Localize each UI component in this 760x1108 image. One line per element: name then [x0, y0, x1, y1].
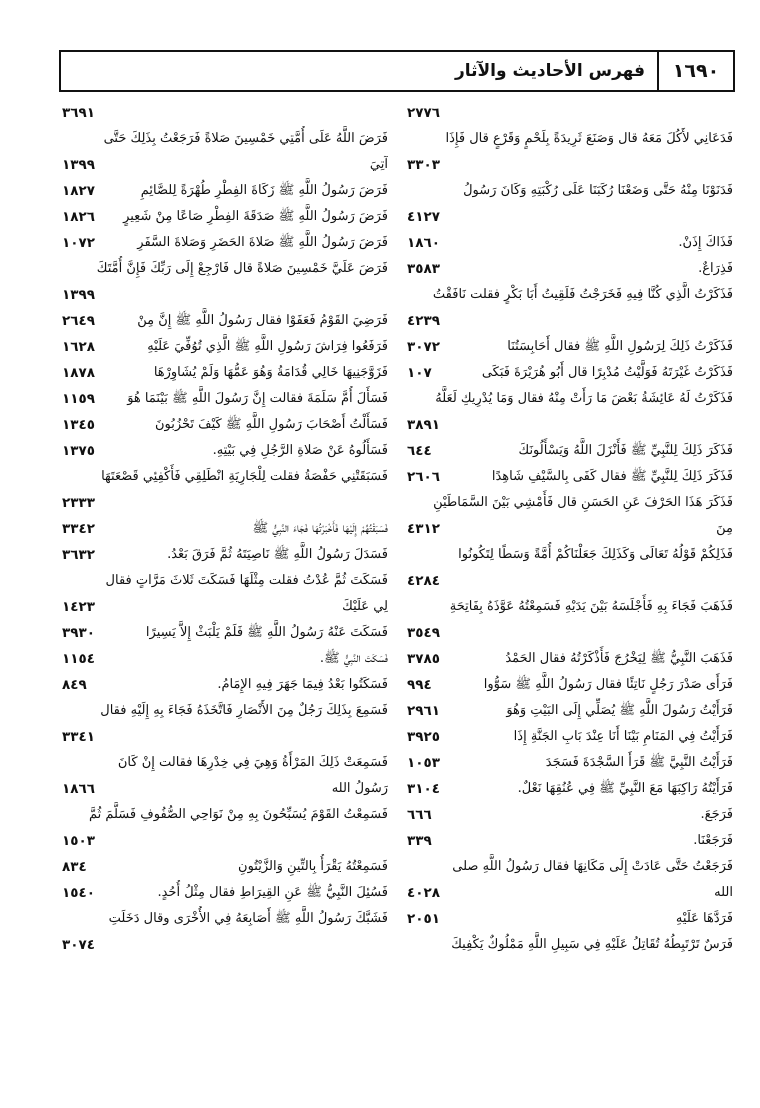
hadith-number: ٣٦٣٢	[62, 547, 95, 563]
hadith-number: ٩٩٤	[407, 677, 432, 693]
hadith-text: فَرَفَعُوا فِرَاشَ رَسُولِ اللَّهِ ﷺ الَّذِي تُوُفِّيَ عَلَيْهِ	[147, 339, 388, 354]
index-line	[407, 334, 733, 360]
hadith-number: ٣٥٤٩	[407, 625, 440, 641]
index-line	[407, 178, 733, 204]
index-line	[407, 256, 733, 282]
hadith-text: فَشَبَّكَ رَسُولُ اللَّهِ ﷺ أَصَابِعَهُ فِي الأُخْرَى وقال دَخَلَتِ	[108, 911, 388, 926]
index-line	[62, 412, 388, 438]
hadith-text: فَرَضَ اللَّهُ عَلَى أُمَّتِي خَمْسِينَ صَلاةً فَرَجَعْتُ بِذَلِكَ حَتَّى	[103, 131, 388, 146]
index-line	[407, 230, 733, 256]
hadith-text: فَذَكَرَ ذَلِكَ لِلنَّبِيِّ ﷺ فَأَنْزَلَ اللَّهُ وَيَسْأَلُونَكَ	[518, 443, 733, 458]
hadith-text: فَسَمِعَ بِذَلِكَ رَجُلٌ مِنَ الأَنْصَارِ فَاتَّخَذَهُ فَجَاءَ بِهِ إِلَيْهِ فقال	[100, 703, 388, 718]
index-line	[62, 256, 388, 282]
index-line	[407, 464, 733, 490]
hadith-number: ٢٠٥١	[407, 911, 440, 927]
index-line	[407, 490, 733, 516]
index-line	[407, 620, 733, 646]
index-line	[62, 516, 388, 542]
hadith-number: ١٦٢٨	[62, 339, 95, 355]
index-line	[62, 178, 388, 204]
index-line	[62, 100, 388, 126]
hadith-text: فَرَضَ رَسُولُ اللَّهِ ﷺ زَكَاةَ الفِطْرِ طُهْرَةً لِلصَّائِمِ	[140, 183, 388, 198]
hadith-number: ٣٣٤٢	[62, 521, 95, 537]
hadith-number: ١٣٧٥	[62, 443, 95, 459]
index-line	[407, 724, 733, 750]
hadith-number: ٣٧٨٥	[407, 651, 440, 667]
index-line	[407, 594, 733, 620]
hadith-number: ١١٥٩	[62, 391, 95, 407]
hadith-text: فَرَجَعَ.	[700, 807, 733, 822]
hadith-number: ٦٦٦	[407, 807, 432, 823]
hadith-text: فَرَسٌ تَرْتَبِطُهُ تُقَاتِلُ عَلَيْهِ فِي سَبِيلِ اللَّهِ مَمْلُوكٌ يَكْفِيكَ	[451, 937, 733, 952]
hadith-text: فَرَجَعْنَا.	[693, 833, 733, 848]
index-line	[407, 386, 733, 412]
hadith-number: ٣٠٧٢	[407, 339, 440, 355]
hadith-text: فَذَكَرْتُ لَهُ عَائِشَةُ بَعْضَ مَا رَأَتْ مِنْهُ فقال وَمَا يُدْرِيكِ لَعَلَّهُ	[435, 391, 733, 406]
hadith-number: ٣٦٩١	[62, 105, 95, 121]
hadith-text: فَدَعَانِي لأَكُلَ مَعَهُ قال وَصَنَعَ ثَرِيدَةً بِلَحْمٍ وَقَرْعٍ قال فَإِذَا	[445, 131, 733, 146]
hadith-text: فَرَدَّهَا عَلَيْهِ	[675, 911, 733, 926]
index-line	[407, 152, 733, 178]
hadith-text: فَسَمِعْتُهُ يَقْرَأُ بِالتِّينِ وَالزَّيْتُونِ	[238, 859, 388, 874]
index-line	[62, 906, 388, 932]
hadith-text: الله	[714, 885, 733, 900]
hadith-text: فَسَمِعْتُ القَوْمَ يُسَبِّحُونَ بِهِ مِنْ نَوَاحِي الصُّفُوفِ فَسَلَّمَ ثُمَّ	[88, 807, 388, 822]
index-line	[407, 828, 733, 854]
hadith-text: فَذَكَرْتُ الَّذِي كُنَّا فِيهِ فَخَرَجْتُ فَلَقِيتُ أَبَا بَكْرٍ فقلت نَافَقْتُ	[432, 287, 733, 302]
index-line	[62, 854, 388, 880]
hadith-number: ٤١٢٧	[407, 209, 440, 225]
index-line	[407, 646, 733, 672]
hadith-text: فَرَجَعْتُ حَتَّى عَادَتْ إِلَى مَكَانِهَا فقال رَسُولُ اللَّهِ صلى	[452, 859, 733, 874]
hadith-text: فَسَمِعَتْ ذَلِكَ المَرْأَةُ وَهِيَ فِي خِدْرِهَا فقالت إِنْ كَانَ	[117, 755, 388, 770]
hadith-number: ٣٣٠٣	[407, 157, 440, 173]
hadith-text: فَذَهَبَ فَجَاءَ بِهِ فَأَجْلَسَهُ بَيْنَ يَدَيْهِ فَسَمِعْتُهُ عَوَّذَهُ بِفَاتِحَةِ	[449, 599, 733, 614]
hadith-number: ١٥٠٣	[62, 833, 95, 849]
index-line	[62, 438, 388, 464]
hadith-number: ٢٦٤٩	[62, 313, 95, 329]
hadith-text: رَسُولُ الله	[331, 781, 388, 796]
hadith-text: فَسَكَتَ النَّبِيُّ ﷺ.	[319, 651, 388, 666]
index-line	[407, 568, 733, 594]
index-line	[62, 880, 388, 906]
index-line	[407, 516, 733, 542]
index-line	[62, 152, 388, 178]
hadith-text: فَذِرَاعٌ.	[698, 261, 733, 276]
right-column	[407, 100, 733, 958]
index-line	[62, 594, 388, 620]
index-line	[62, 204, 388, 230]
index-line	[407, 360, 733, 386]
hadith-text: فَدَنَوْنَا مِنْهُ حَتَّى وَضَعْنَا رُكَبَنَا عَلَى رُكْبَتِهِ وَكَانَ رَسُولُ	[463, 183, 733, 198]
index-line	[407, 776, 733, 802]
hadith-number: ٢٩٦١	[407, 703, 440, 719]
index-line	[407, 802, 733, 828]
hadith-number: ١٨٢٦	[62, 209, 95, 225]
hadith-number: ٣٨٩١	[407, 417, 440, 433]
index-line	[62, 672, 388, 698]
index-line	[407, 438, 733, 464]
hadith-text: فَرَأَى صَدْرَ رَجُلٍ نَاتِئًا فقال رَسُولُ اللَّهِ ﷺ سَوُّوا	[483, 677, 733, 692]
index-line	[407, 698, 733, 724]
hadith-text: فَسَكَتَ عَنْهُ رَسُولُ اللَّهِ ﷺ فَلَمْ يَلْبَثْ إِلاَّ يَسِيرًا	[145, 625, 388, 640]
hadith-text: فَذَاكَ إِذَنْ.	[678, 235, 733, 250]
hadith-text: فَذَكَرَ ذَلِكَ لِلنَّبِيِّ ﷺ فقال كَفَى بِالسَّيْفِ شَاهِدًا	[491, 469, 733, 484]
hadith-text: فَسَأَلْتُ أَصْحَابَ رَسُولِ اللَّهِ ﷺ كَيْفَ تَحْزُبُونَ	[154, 417, 388, 432]
hadith-number: ٢٧٧٦	[407, 105, 440, 121]
hadith-number: ١١٥٤	[62, 651, 95, 667]
hadith-text: فَسَأَلُوهُ عَنْ صَلاةِ الرَّجُلِ فِي بَيْتِهِ.	[212, 443, 388, 458]
hadith-text: فَرَضِيَ القَوْمُ فَعَفَوْا فقال رَسُولُ اللَّهِ ﷺ إِنَّ مِنْ	[137, 313, 388, 328]
hadith-number: ٣٣٩	[407, 833, 432, 849]
hadith-number: ٣٠٧٤	[62, 937, 95, 953]
index-line	[62, 334, 388, 360]
hadith-number: ٦٤٤	[407, 443, 432, 459]
index-line	[407, 100, 733, 126]
index-line	[407, 880, 733, 906]
hadith-text: فَسُئِلَ النَّبِيُّ ﷺ عَنِ القِيرَاطِ فقال مِثْلُ أُحُدٍ.	[157, 885, 388, 900]
hadith-text: فَذَكَرَ هَذَا الحَرْفَ عَنِ الحَسَنِ قال فَأَمْشِي بَيْنَ السَّمَاطَيْنِ	[433, 495, 733, 510]
index-line	[407, 932, 733, 958]
index-line	[62, 802, 388, 828]
hadith-number: ١٣٤٥	[62, 417, 95, 433]
hadith-number: ١٨٧٨	[62, 365, 95, 381]
hadith-number: ٤٠٢٨	[407, 885, 440, 901]
hadith-text: فَرَأَيْتُهُ رَاكِبَهَا مَعَ النَّبِيِّ ﷺ فِي عُنُقِهَا نَعْلٌ.	[517, 781, 733, 796]
hadith-text: فَرَأَيْتُ فِي المَنَامِ بَيْنَا أَنَا عِنْدَ بَابِ الجَنَّةِ إِذَا	[513, 729, 733, 744]
index-line	[62, 386, 388, 412]
index-line	[407, 672, 733, 698]
page-header	[59, 50, 735, 92]
hadith-number: ٢٦٠٦	[407, 469, 440, 485]
hadith-text: فَسَأَلَ أُمَّ سَلَمَةَ فقالت إِنَّ رَسُولَ اللَّهِ ﷺ بَيْنَمَا هُوَ	[127, 391, 388, 406]
hadith-number: ١٠٥٣	[407, 755, 440, 771]
index-line	[407, 750, 733, 776]
index-line	[62, 750, 388, 776]
index-line	[407, 412, 733, 438]
hadith-text: فَذَلِكُمْ قَوْلُهُ تَعَالَى وَكَذَلِكَ جَعَلْنَاكُمْ أُمَّةً وَسَطًا لِتَكُونُوا	[458, 547, 733, 562]
index-line	[407, 126, 733, 152]
hadith-number: ٨٤٩	[62, 677, 87, 693]
hadith-number: ١٨٦٠	[407, 235, 440, 251]
hadith-number: ٤٢٨٤	[407, 573, 440, 589]
hadith-text: فَرَأَيْتُ النَّبِيَّ ﷺ قَرَأَ السَّجْدَةَ فَسَجَدَ	[545, 755, 733, 770]
hadith-text: فَسَبَقْتُهُمْ إِلَيْهَا فَأَخْبَرْتُهَا فَجَاءَ النَّبِيُّ ﷺ	[252, 521, 388, 536]
index-line	[62, 620, 388, 646]
hadith-text: فَرَضَ رَسُولُ اللَّهِ ﷺ صَدَقَةَ الفِطْرِ صَاعًا مِنْ شَعِيرٍ	[123, 209, 388, 224]
index-line	[62, 464, 388, 490]
hadith-text: فَذَكَرْتُ غَيْرَتَهُ فَوَلَّيْتُ مُدْبِرًا قال أَبُو هُرَيْرَةَ فَبَكَى	[481, 365, 733, 380]
hadith-text: مِنَ	[716, 521, 733, 536]
hadith-text: فَرَضَ رَسُولُ اللَّهِ ﷺ صَلاةَ الحَضَرِ وَصَلاةَ السَّفَرِ	[137, 235, 388, 250]
hadith-number: ١٠٧	[407, 365, 432, 381]
index-line	[407, 204, 733, 230]
hadith-text: آتِيَ	[369, 157, 388, 172]
hadith-text: فَذَكَرْتُ ذَلِكَ لِرَسُولِ اللَّهِ ﷺ فقال أَحَابِسَتُنَا	[507, 339, 733, 354]
index-line	[407, 854, 733, 880]
index-line	[62, 360, 388, 386]
index-line	[407, 906, 733, 932]
hadith-number: ٤٢٣٩	[407, 313, 440, 329]
index-line	[62, 308, 388, 334]
hadith-number: ١٥٤٠	[62, 885, 95, 901]
index-line	[62, 542, 388, 568]
hadith-number: ٨٣٤	[62, 859, 87, 875]
hadith-number: ١٠٧٢	[62, 235, 95, 251]
hadith-number: ٢٣٣٣	[62, 495, 95, 511]
index-line	[62, 230, 388, 256]
hadith-number: ١٨٦٦	[62, 781, 95, 797]
hadith-number: ١٨٢٧	[62, 183, 95, 199]
hadith-text: فَرَضَ عَلَيَّ خَمْسِينَ صَلاةً قال فَارْجِعْ إِلَى رَبِّكَ فَإِنَّ أُمَّتَكَ	[96, 261, 388, 276]
left-column	[62, 100, 388, 958]
hadith-number: ١٣٩٩	[62, 287, 95, 303]
index-line	[407, 542, 733, 568]
hadith-number: ١٣٩٩	[62, 157, 95, 173]
hadith-text: فَرَأَيْتُ رَسُولَ اللَّهِ ﷺ يُصَلِّي إِلَى البَيْتِ وَهُوَ	[506, 703, 733, 718]
hadith-number: ٣٣٤١	[62, 729, 95, 745]
hadith-number: ٣٩٣٠	[62, 625, 95, 641]
index-line	[62, 126, 388, 152]
index-line	[62, 646, 388, 672]
hadith-text: فَسَكَتُوا بَعْدُ فِيمَا جَهَرَ فِيهِ الإِمَامُ.	[217, 677, 388, 692]
hadith-text: فَذَهَبَ النَّبِيُّ ﷺ لِيَخْرُجَ فَأَذْكَرْتُهُ فقال الحَمْدُ	[505, 651, 733, 666]
page-number: ١٦٩٠	[657, 52, 733, 90]
hadith-number: ٣١٠٤	[407, 781, 440, 797]
hadith-text: لِي عَلَيْكَ	[342, 599, 388, 614]
index-line	[62, 568, 388, 594]
hadith-text: فَسَدَلَ رَسُولُ اللَّهِ ﷺ نَاصِيَتَهُ ثُمَّ فَرَقَ بَعْدُ.	[167, 547, 388, 562]
page-title: فهرس الأحاديث والآثار	[454, 61, 645, 81]
index-line	[62, 828, 388, 854]
hadith-number: ٤٣١٢	[407, 521, 440, 537]
hadith-text: فَسَكَتَ ثُمَّ عُدْتُ فقلت مِثْلَهَا فَسَكَتَ ثَلاثَ مَرَّاتٍ فقال	[105, 573, 388, 588]
hadith-number: ١٤٢٣	[62, 599, 95, 615]
index-line	[62, 490, 388, 516]
index-line	[62, 282, 388, 308]
hadith-text: فَسَبَقَتْنِي حَفْصَةُ فقلت لِلْجَارِيَةِ انْطَلِقِي فَأَكْفِئِي قَصْعَتَهَا	[101, 469, 388, 484]
index-line	[407, 282, 733, 308]
index-line	[407, 308, 733, 334]
hadith-number: ٣٩٢٥	[407, 729, 440, 745]
index-line	[62, 932, 388, 958]
index-line	[62, 776, 388, 802]
hadith-number: ٣٥٨٣	[407, 261, 440, 277]
hadith-text: فَزَوَّجَنِيهَا خَالِي قُدَامَةُ وَهُوَ عَمُّهَا وَلَمْ يُشَاوِرْهَا	[153, 365, 388, 380]
index-line	[62, 698, 388, 724]
index-line	[62, 724, 388, 750]
